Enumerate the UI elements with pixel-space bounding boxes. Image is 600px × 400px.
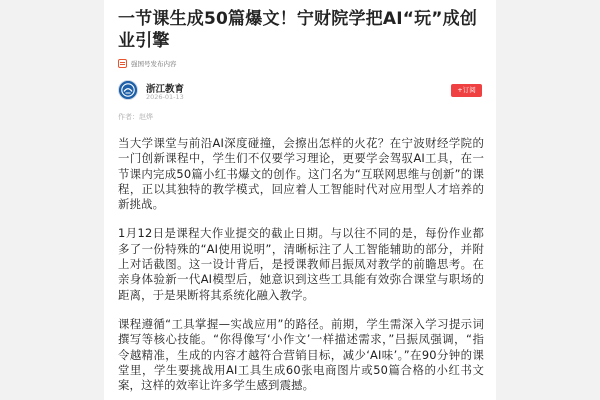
account-name[interactable]: 浙江教育	[146, 84, 185, 95]
account-avatar[interactable]	[118, 80, 138, 100]
account-header	[118, 80, 484, 102]
paragraph: 1月12日是课程大作业提交的截止日期。与以往不同的是，每份作业都多了一份特殊的“AI使用说明”，清晰标注了人工智能辅助的部分，并附上对话截图。这一设计背后，是授课教师吕振凤对教学的前瞻思考。在亲身体验新一代AI模型后，她意识到这些工具能有效弥合课堂与职场的距离，于是果断将其系统化融入教学。	[118, 226, 484, 302]
paragraph: 课程遵循“工具掌握—实战应用”的路径。前期，学生需深入学习提示词撰写等核心技能。“你得像写‘小作文’一样描述需求，”吕振凤强调，“指令越精准，生成的内容才越符合营销目标，减少‘AI味’。”在90分钟的课堂里，学生要挑战用AI工具生成60张电商图片或50篇合格的小红书文案，这样的效率让许多学生感到震撼。	[118, 316, 484, 393]
article-page	[104, 0, 496, 400]
article-title: 一节课生成50篇爆文！宁财院学把AI“玩”成创业引擎	[118, 9, 478, 51]
publish-date: 2026-01-13	[146, 93, 184, 101]
author-line: 作者：赵烨	[118, 113, 153, 121]
paragraph: 当大学课堂与前沿AI深度碰撞，会擦出怎样的火花？在宁波财经学院的一门创新课程中，学生们不仅要学习理论，更要学会驾驭AI工具，在一节课内完成50篇小红书爆文的创作。这门名为“互联网思维与创新”的课程，正以其独特的教学模式，回应着人工智能时代对应用型人才培养的新挑战。	[118, 136, 484, 212]
subscribe-button[interactable]: +订阅	[451, 84, 482, 97]
article-body	[118, 136, 484, 400]
source-row	[118, 57, 177, 69]
source-label: 强国号发布内容	[131, 59, 177, 68]
education-logo-icon	[119, 81, 137, 99]
document-icon	[118, 59, 127, 68]
